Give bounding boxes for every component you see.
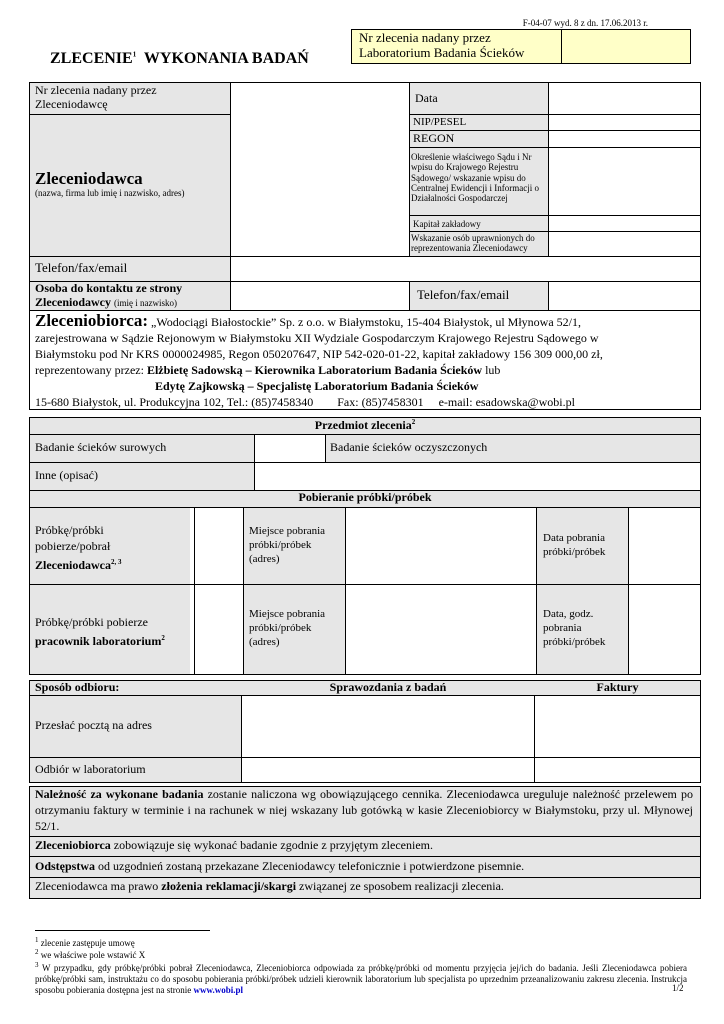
client-heading-note: (nazwa, firma lub imię i nazwisko, adres) bbox=[35, 188, 185, 198]
lab-sampling-label: Próbkę/próbki pobierze pracownik laboratorium$^2$ bbox=[35, 615, 165, 648]
terms-obligation: Zleceniobiorca zobowiązuje się wykonać badanie zgodnie z przyjętym zleceniem. bbox=[35, 838, 433, 852]
form-code: F-04-07 wyd. 8 z dn. 17.06.2013 r. bbox=[522, 18, 648, 28]
date2-label: Data, godz. pobrania próbki/próbek bbox=[543, 608, 606, 648]
contractor-address-line: 15-680 Białystok, ul. Produkcyjna 102, Tel.: (85)7458340 Fax: (85)7458301 e-mail: esadowska@wobi.pl bbox=[35, 395, 575, 409]
regon-field[interactable] bbox=[549, 131, 700, 147]
client-heading: Zleceniodawca bbox=[35, 169, 143, 188]
terms-deviations: Odstępstwa od uzgodnień zostaną przekazane Zleceniodawcy telefonicznie i potwierdzone pisemnie. bbox=[35, 859, 525, 873]
pickup-label: Odbiór w laboratorium bbox=[35, 762, 146, 776]
terms-payment: Należność za wykonane badania zostanie naliczona wg obowiązującego cennika. Zleceniodawca ureguluje należność przelewem po otrzymaniu faktury w terminie i na rachunek w niej wskazany lub gotówką w kasie Zleceniobiorcy w Białymstoku, przy ul. Młynowej 52/1. bbox=[35, 787, 693, 833]
contact-field[interactable] bbox=[231, 282, 408, 310]
raw-sewage-label: Badanie ścieków surowych bbox=[35, 440, 167, 454]
date-label: Data bbox=[415, 91, 438, 105]
date-field[interactable] bbox=[549, 83, 700, 114]
reports-post-field[interactable] bbox=[242, 696, 534, 757]
client-name-field[interactable] bbox=[231, 115, 408, 256]
date2-field[interactable] bbox=[629, 585, 700, 674]
lab-order-field[interactable] bbox=[562, 30, 690, 63]
footnote-2: $^2$ we właściwe pole wstawić X bbox=[35, 948, 146, 960]
contractor-line3: Białymstoku pod Nr KRS 0000024985, Regon 050207647, NIP 542-020-01-22, kapitał zakładowy 156 309 000,00 zł, bbox=[35, 347, 603, 361]
capital-label: Kapitał zakładowy bbox=[413, 219, 481, 229]
lab-order-label: Nr zlecenia nadany przez Laboratorium Badania Ścieków bbox=[359, 30, 525, 60]
contractor-line2: zarejestrowana w Sądzie Rejonowym w Białymstoku XII Wydziale Gospodarczym Krajowego Rejestru Sądowego w bbox=[35, 331, 599, 345]
other-label: Inne (opisać) bbox=[35, 468, 98, 482]
raw-sewage-checkbox[interactable] bbox=[255, 435, 325, 462]
delivery-heading: Sposób odbioru: bbox=[35, 680, 120, 694]
invoices-pickup-field[interactable] bbox=[535, 758, 700, 782]
place1-label: Miejsce pobrania próbki/próbek (adres) bbox=[249, 525, 326, 565]
page-title: ZLECENIE$^1$ WYKONANIA BADAŃ bbox=[50, 50, 309, 67]
client-sampling-checkbox[interactable] bbox=[195, 508, 243, 584]
client-order-no-label: Nr zlecenia nadany przez Zleceniodawcę bbox=[35, 83, 157, 111]
nip-label: NIP/PESEL bbox=[413, 116, 467, 128]
contact-label: Osoba do kontaktu ze strony bbox=[35, 281, 183, 295]
contractor-line4: reprezentowany przez: Elżbietę Sadowską – Kierownika Laboratorium Badania Ścieków lub bbox=[35, 363, 501, 377]
contractor-line5: Edytę Zajkowską – Specjalistę Laboratorium Badania Ścieków bbox=[155, 379, 479, 393]
capital-field[interactable] bbox=[549, 216, 700, 231]
phone-field[interactable] bbox=[231, 257, 700, 281]
other-field[interactable] bbox=[255, 463, 700, 491]
subject-heading: Przedmiot zlecenia$^2$ bbox=[314, 418, 416, 432]
reports-heading: Sprawozdania z badań bbox=[329, 680, 447, 694]
place1-field[interactable] bbox=[346, 508, 536, 584]
reps-label: Wskazanie osób uprawnionych do reprezentowania Zleceniodawcy bbox=[411, 233, 535, 254]
place2-label: Miejsce pobrania próbki/próbek (adres) bbox=[249, 608, 326, 648]
client-order-no-field[interactable] bbox=[231, 83, 408, 114]
terms-complaints: Zleceniodawca ma prawo złożenia reklamacji/skargi związanej ze sposobem realizacji zlecenia. bbox=[35, 879, 504, 893]
reps-field[interactable] bbox=[549, 232, 700, 256]
sampling-heading: Pobieranie próbki/próbek bbox=[298, 490, 432, 504]
date1-label: Data pobrania próbki/próbek bbox=[543, 532, 606, 558]
regon-label: REGON bbox=[413, 131, 455, 145]
client-sampling-label: Próbkę/próbki pobierze/pobrał Zleceniodawca$^{2, 3}$ bbox=[35, 523, 122, 572]
footnote-3: $^3$ W przypadku, gdy próbkę/próbki pobrał Zleceniodawca, Zleceniobiorca odpowiada za próbkę/próbki od momentu przyjęcia jej/ich do badania. Jeśli Zleceniodawca pobiera próbkę/próbki sam, instruktażu co do sposobu pobierania próbki/próbek udzieli kierownik laboratorium lub specjalista po uprzednim przeanalizowaniu zakresu zlecenia. Instrukcja sposobu pobierania dostępna jest na stronie www.wobi.pl bbox=[35, 961, 687, 995]
contractor-line1: Zleceniobiorca: „Wodociągi Białostockie” Sp. z o.o. w Białymstoku, 15-404 Białystok, ul Młynowa 52/1, bbox=[35, 311, 581, 330]
date1-field[interactable] bbox=[629, 508, 700, 584]
footnote-1: $^1$ zlecenie zastępuje umowę bbox=[35, 936, 135, 948]
page-number: 1/2 bbox=[672, 983, 684, 993]
phone-label: Telefon/fax/email bbox=[35, 260, 128, 275]
lab-sampling-checkbox[interactable] bbox=[195, 585, 243, 674]
invoices-heading: Faktury bbox=[596, 680, 639, 694]
place2-field[interactable] bbox=[346, 585, 536, 674]
contact-phone-label: Telefon/fax/email bbox=[417, 287, 510, 302]
lab-order-box bbox=[351, 29, 691, 64]
website-link[interactable]: www.wobi.pl bbox=[193, 985, 243, 995]
treated-sewage-label: Badanie ścieków oczyszczonych bbox=[330, 440, 488, 454]
contact-label-line2: Zleceniodawcy (imię i nazwisko) bbox=[35, 295, 177, 309]
court-label: Określenie właściwego Sądu i Nr wpisu do Krajowego Rejestru Sądowego/ wskazanie wpisu do Centralnej Ewidencji i Informacji o Działalności Gospodarczej bbox=[411, 152, 539, 204]
reports-pickup-field[interactable] bbox=[242, 758, 534, 782]
court-field[interactable] bbox=[549, 148, 700, 215]
nip-field[interactable] bbox=[549, 115, 700, 130]
invoices-post-field[interactable] bbox=[535, 696, 700, 757]
contact-phone-field[interactable] bbox=[549, 282, 700, 310]
post-label: Przesłać pocztą na adres bbox=[35, 718, 152, 732]
contractor-block bbox=[35, 313, 695, 410]
